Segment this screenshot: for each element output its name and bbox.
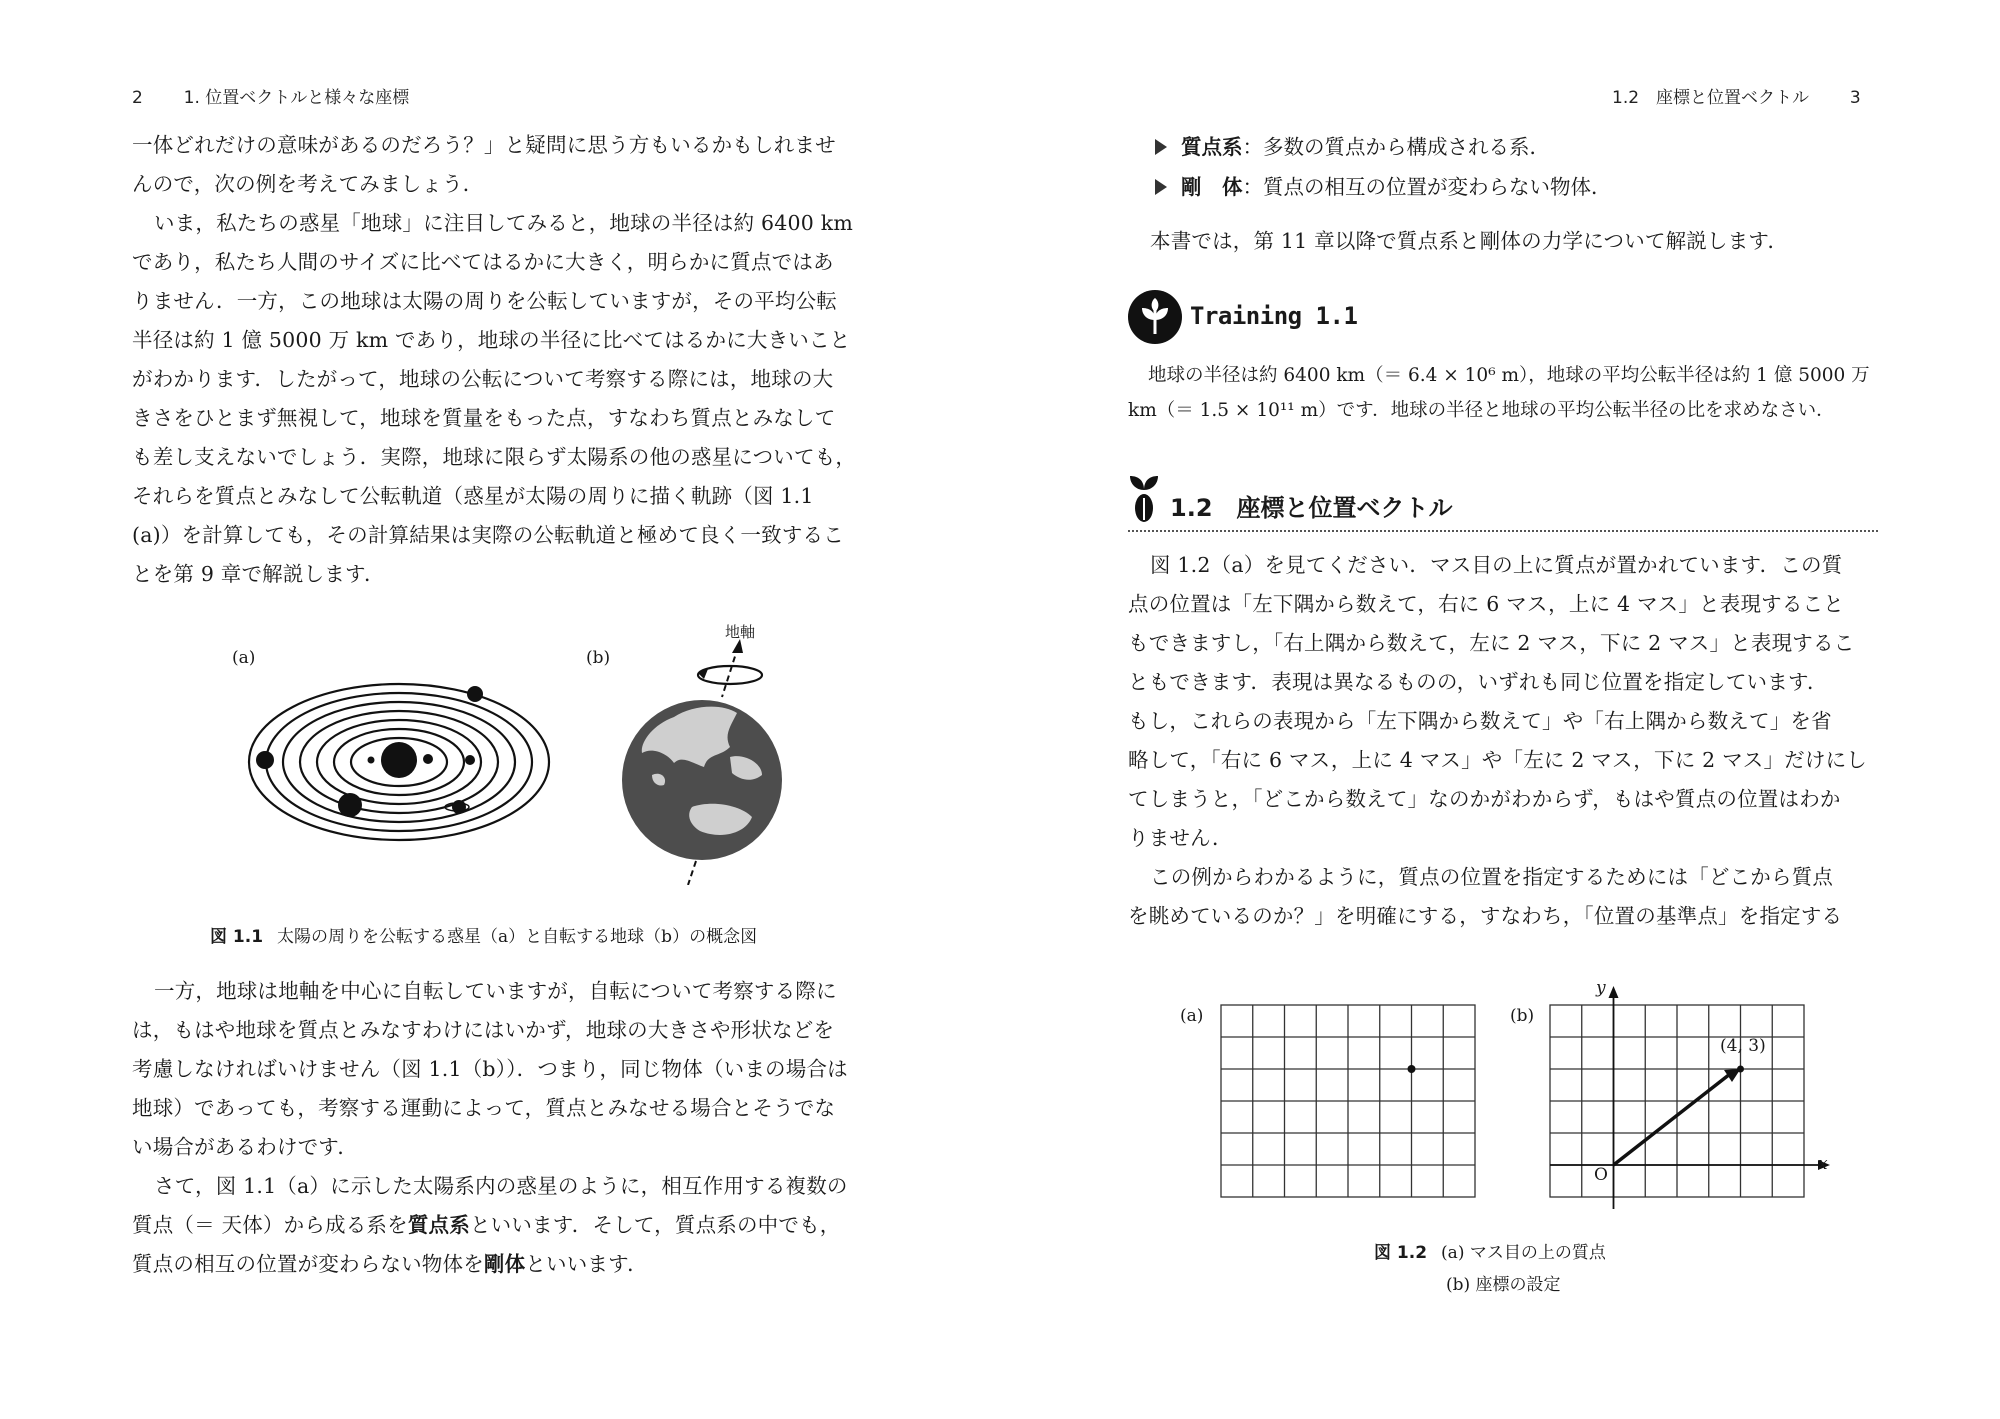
body-line: は，もはや地球を質点とみなすわけにはいかず，地球の大きさや形状などを [132,1018,835,1042]
body-line: んので，次の例を考えてみましょう． [132,172,484,196]
body-line: きさをひとまず無視して，地球を質量をもった点，すなわち質点とみなして [132,406,836,430]
training-body [1128,358,1870,428]
position-vector-arrow [1614,1074,1731,1165]
body-line: 一方，地球は地軸を中心に自転していますが，自転について考察する際に [154,979,837,1003]
definition-item [1155,130,1550,160]
body-line: 地球）であっても，考察する運動によって，質点とみなせる場合とそうでな [132,1096,836,1120]
right-running-head [1612,83,1861,108]
section-number: 1.2 [1170,494,1213,522]
fig1-2-panel-b-label: (b) [1510,1006,1535,1026]
section-divider [1128,530,1878,532]
definition-term: 剛 体 [1181,175,1243,199]
body-line: 考慮しなければいけません（図 1.1（b））．つまり，同じ物体（いまの場合は [132,1057,848,1081]
body-line: い場合があるわけです． [132,1135,359,1159]
body-line [132,1245,848,1284]
point-coordinate-label: (4, 3) [1720,1036,1766,1056]
body-line: であり，私たち人間のサイズに比べてはるかに大きく，明らかに質点ではあ [132,250,834,274]
body-line: りません． [1128,826,1233,850]
section-sprout-icon [1126,468,1162,524]
body-line: もできますし，「右上隅から数えて，左に 2 マス，下に 2 マス」と表現するこ [1128,631,1855,655]
body-line: さて，図 1.1（a）に示した太陽系内の惑星のように，相互作用する複数の [154,1174,848,1198]
body-line: ともできます．表現は異なるものの，いずれも同じ位置を指定しています． [1128,670,1828,694]
section-heading [1170,488,1453,523]
fig1-2-caption-line2: (b) 座標の設定 [1446,1275,1561,1295]
body-line [132,1206,848,1245]
fig1-1-caption-number: 図 1.1 [210,927,264,947]
section-title-text: 座標と位置ベクトル [1236,494,1453,522]
term-rigid-body: 剛体 [483,1252,526,1276]
fig1-2-caption-line1: (a) マス目の上の質点 [1441,1243,1606,1263]
fig1-2-panel-a-label: (a) [1180,1006,1204,1026]
body-line: 略して，「右に 6 マス，上に 4 マス」や「左に 2 マス，下に 2 マス」だけにし [1128,748,1867,772]
origin-label: O [1594,1165,1608,1185]
text-run: 質点の相互の位置が変わらない物体を [132,1252,484,1276]
fig1-2-caption [1374,1238,1606,1263]
definition-desc: ：質点の相互の位置が変わらない物体． [1242,175,1612,199]
body-line: も差し支えないでしょう．実際，地球に限らず太陽系の他の惑星についても， [132,445,857,469]
grid-point-diagram [1220,1004,1476,1200]
right-page-number: 3 [1849,88,1861,108]
right-body [1128,546,1867,936]
intro-sentence [1150,222,1788,261]
body-line: りません．一方，この地球は太陽の周りを公転していますが，その平均公転 [132,289,838,313]
body-line: とを第 9 章で解説します． [132,562,385,586]
left-body-bottom [132,972,848,1284]
left-body-top [132,126,856,594]
triangle-bullet-icon [1155,139,1167,155]
body-line: (a)）を計算しても，その計算結果は実際の公転軌道と極めて良く一致するこ [132,523,844,547]
coordinate-vector-diagram [1540,984,1840,1214]
vector-end-point [1737,1066,1744,1073]
rotating-earth-diagram [612,635,792,885]
earth-axis-label: 地軸 [725,623,756,641]
y-axis-label: y [1596,978,1606,998]
term-particle-system: 質点系 [407,1213,470,1237]
sun-icon [381,742,417,778]
body-line: それらを質点とみなして公転軌道（惑星が太陽の周りに描く軌跡（図 1.1 [132,484,814,508]
particle-point [1408,1065,1416,1073]
body-line: てしまうと，「どこから数えて」なのかがわからず，もはや質点の位置はわか [1128,787,1841,811]
body-line: この例からわかるように，質点の位置を指定するためには「どこから質点 [1150,865,1834,889]
body-line: 半径は約 1 億 5000 万 km であり，地球の半径に比べてはるかに大きいこと [132,328,851,352]
section-running-title: 1.2 座標と位置ベクトル [1612,88,1810,108]
text-run: といいます．そして，質点系の中でも， [469,1213,841,1237]
training-line: 地球の半径は約 6400 km（＝ 6.4 × 10⁶ m），地球の平均公転半径は約 1 億 5000 万 [1148,365,1870,386]
fig1-1-panel-b-label: (b) [586,648,611,668]
definition-desc: ：多数の質点から構成される系． [1242,135,1550,159]
body-line: 一体どれだけの意味があるのだろう？」と疑問に思う方もいるかもしれませ [132,133,836,157]
body-line: 図 1.2（a）を見てください．マス目の上に質点が置かれています．この質 [1150,553,1843,577]
fig1-1-caption [210,922,757,947]
left-page-number: 2 [132,88,143,108]
x-axis-label: x [1818,1154,1828,1174]
body-line: を眺めているのか？」を明確にする，すなわち，「位置の基準点」を指定する [1128,904,1843,928]
solar-system-diagram [245,680,565,860]
definition-item [1155,170,1612,200]
fig1-1-caption-text: 太陽の周りを公転する惑星（a）と自転する地球（b）の概念図 [277,927,758,947]
body-line: いま，私たちの惑星「地球」に注目してみると，地球の半径は約 6400 km [154,211,853,235]
definition-term: 質点系 [1181,135,1243,159]
training-title: Training 1.1 [1190,302,1358,330]
chapter-title: 1. 位置ベクトルと様々な座標 [183,88,410,108]
triangle-bullet-icon [1155,179,1167,195]
training-line: km（＝ 1.5 × 10¹¹ m）です．地球の半径と地球の平均公転半径の比を求めなさい． [1128,400,1835,421]
body-line: 点の位置は「左下隅から数えて，右に 6 マス，上に 4 マス」と表現すること [1128,592,1844,616]
fig1-1-panel-a-label: (a) [232,648,256,668]
body-line: がわかります．したがって，地球の公転について考察する際には，地球の大 [132,367,834,391]
fig1-2-caption-number: 図 1.2 [1374,1243,1428,1263]
text-run: 質点（＝ 天体）から成る系を [132,1213,408,1237]
training-leaf-icon [1128,290,1182,344]
left-running-head [132,83,409,108]
body-line: もし，これらの表現から「左下隅から数えて」や「右上隅から数えて」を省 [1128,709,1832,733]
body-line: 本書では，第 11 章以降で質点系と剛体の力学について解説します． [1150,229,1789,253]
text-run: といいます． [525,1252,648,1276]
